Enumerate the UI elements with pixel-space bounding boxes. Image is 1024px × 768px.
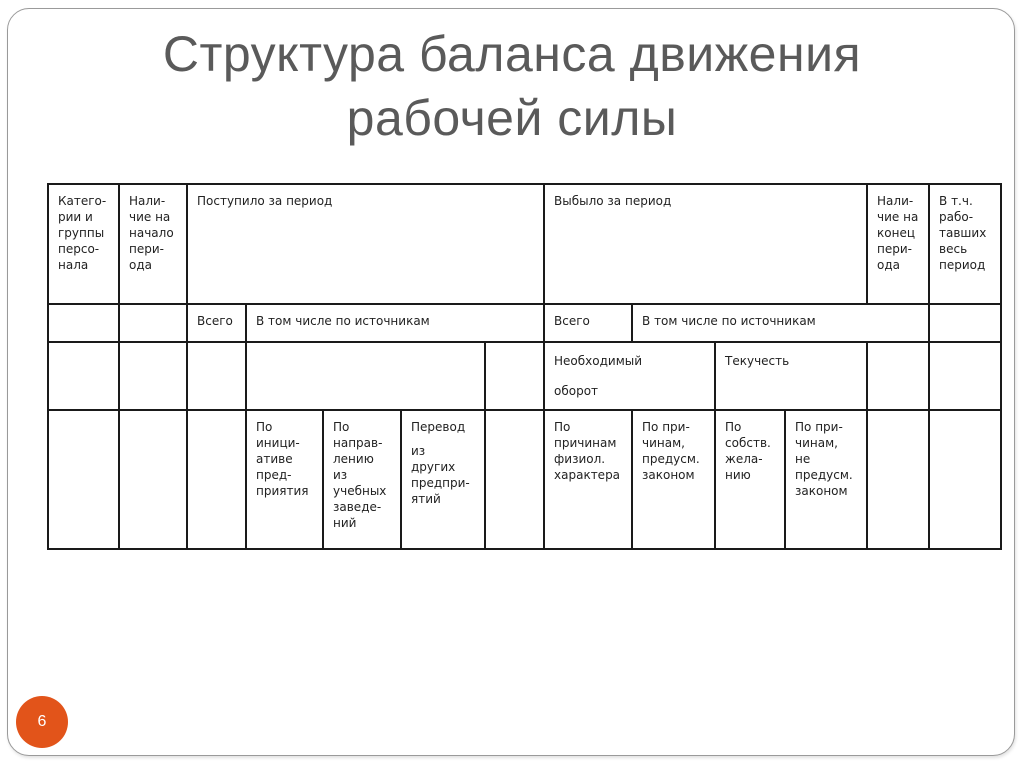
table-row (48, 410, 1001, 549)
table-cell (48, 304, 119, 342)
table-row (48, 184, 1001, 304)
balance-table (47, 183, 1002, 550)
left-non-legal-reasons: По при- чинам, не предусм. законом (785, 410, 867, 549)
header-end-count: Нали- чие на конец пери- ода (867, 184, 929, 304)
header-start-count: Нали- чие на начало пери- ода (119, 184, 187, 304)
slide-title-line-2: рабочей силы (346, 90, 678, 146)
arrived-total: Всего (187, 304, 246, 342)
arrived-by-source: В том числе по источникам (246, 304, 544, 342)
left-necessary-turnover (544, 342, 715, 410)
slide-title (60, 22, 964, 150)
table-cell (48, 410, 119, 549)
table-cell (187, 342, 246, 410)
left-total: Всего (544, 304, 632, 342)
table-cell (929, 304, 1001, 342)
table-cell (119, 304, 187, 342)
table-cell (485, 410, 544, 549)
header-worked-full-period: В т.ч. рабо- тавших весь период (929, 184, 1001, 304)
page-number-badge: 6 (16, 696, 68, 748)
left-own-will: По собств. жела- нию (715, 410, 785, 549)
table-cell (119, 410, 187, 549)
arrived-transfer (401, 410, 485, 549)
arrived-by-company-initiative: По иници- ативе пред- приятия (246, 410, 323, 549)
table-cell (867, 342, 929, 410)
table-cell (119, 342, 187, 410)
arrived-transfer-line-1: Перевод (411, 420, 466, 434)
header-left: Выбыло за период (544, 184, 867, 304)
header-category: Катего- рии и группы персо- нала (48, 184, 119, 304)
left-staff-turnover: Текучесть (715, 342, 867, 410)
left-physiological-reasons: По причинам физиол. характера (544, 410, 632, 549)
table-cell (485, 342, 544, 410)
table-row (48, 342, 1001, 410)
header-arrived: Поступило за период (187, 184, 544, 304)
table-row (48, 304, 1001, 342)
arrived-from-schools: По направ- лению из учебных заведе- ний (323, 410, 401, 549)
slide-title-line-1: Структура баланса движения (162, 26, 862, 82)
left-necessary-line-2: оборот (554, 384, 599, 398)
left-necessary-line-1: Необходимый (554, 354, 643, 368)
table-cell (867, 410, 929, 549)
table-cell (929, 410, 1001, 549)
arrived-transfer-line-2: из других предпри- ятий (411, 444, 470, 506)
table-cell (187, 410, 246, 549)
left-by-source: В том числе по источникам (632, 304, 929, 342)
table-cell (246, 342, 485, 410)
left-legal-reasons: По при- чинам, предусм. законом (632, 410, 715, 549)
table-cell (48, 342, 119, 410)
table-cell (929, 342, 1001, 410)
